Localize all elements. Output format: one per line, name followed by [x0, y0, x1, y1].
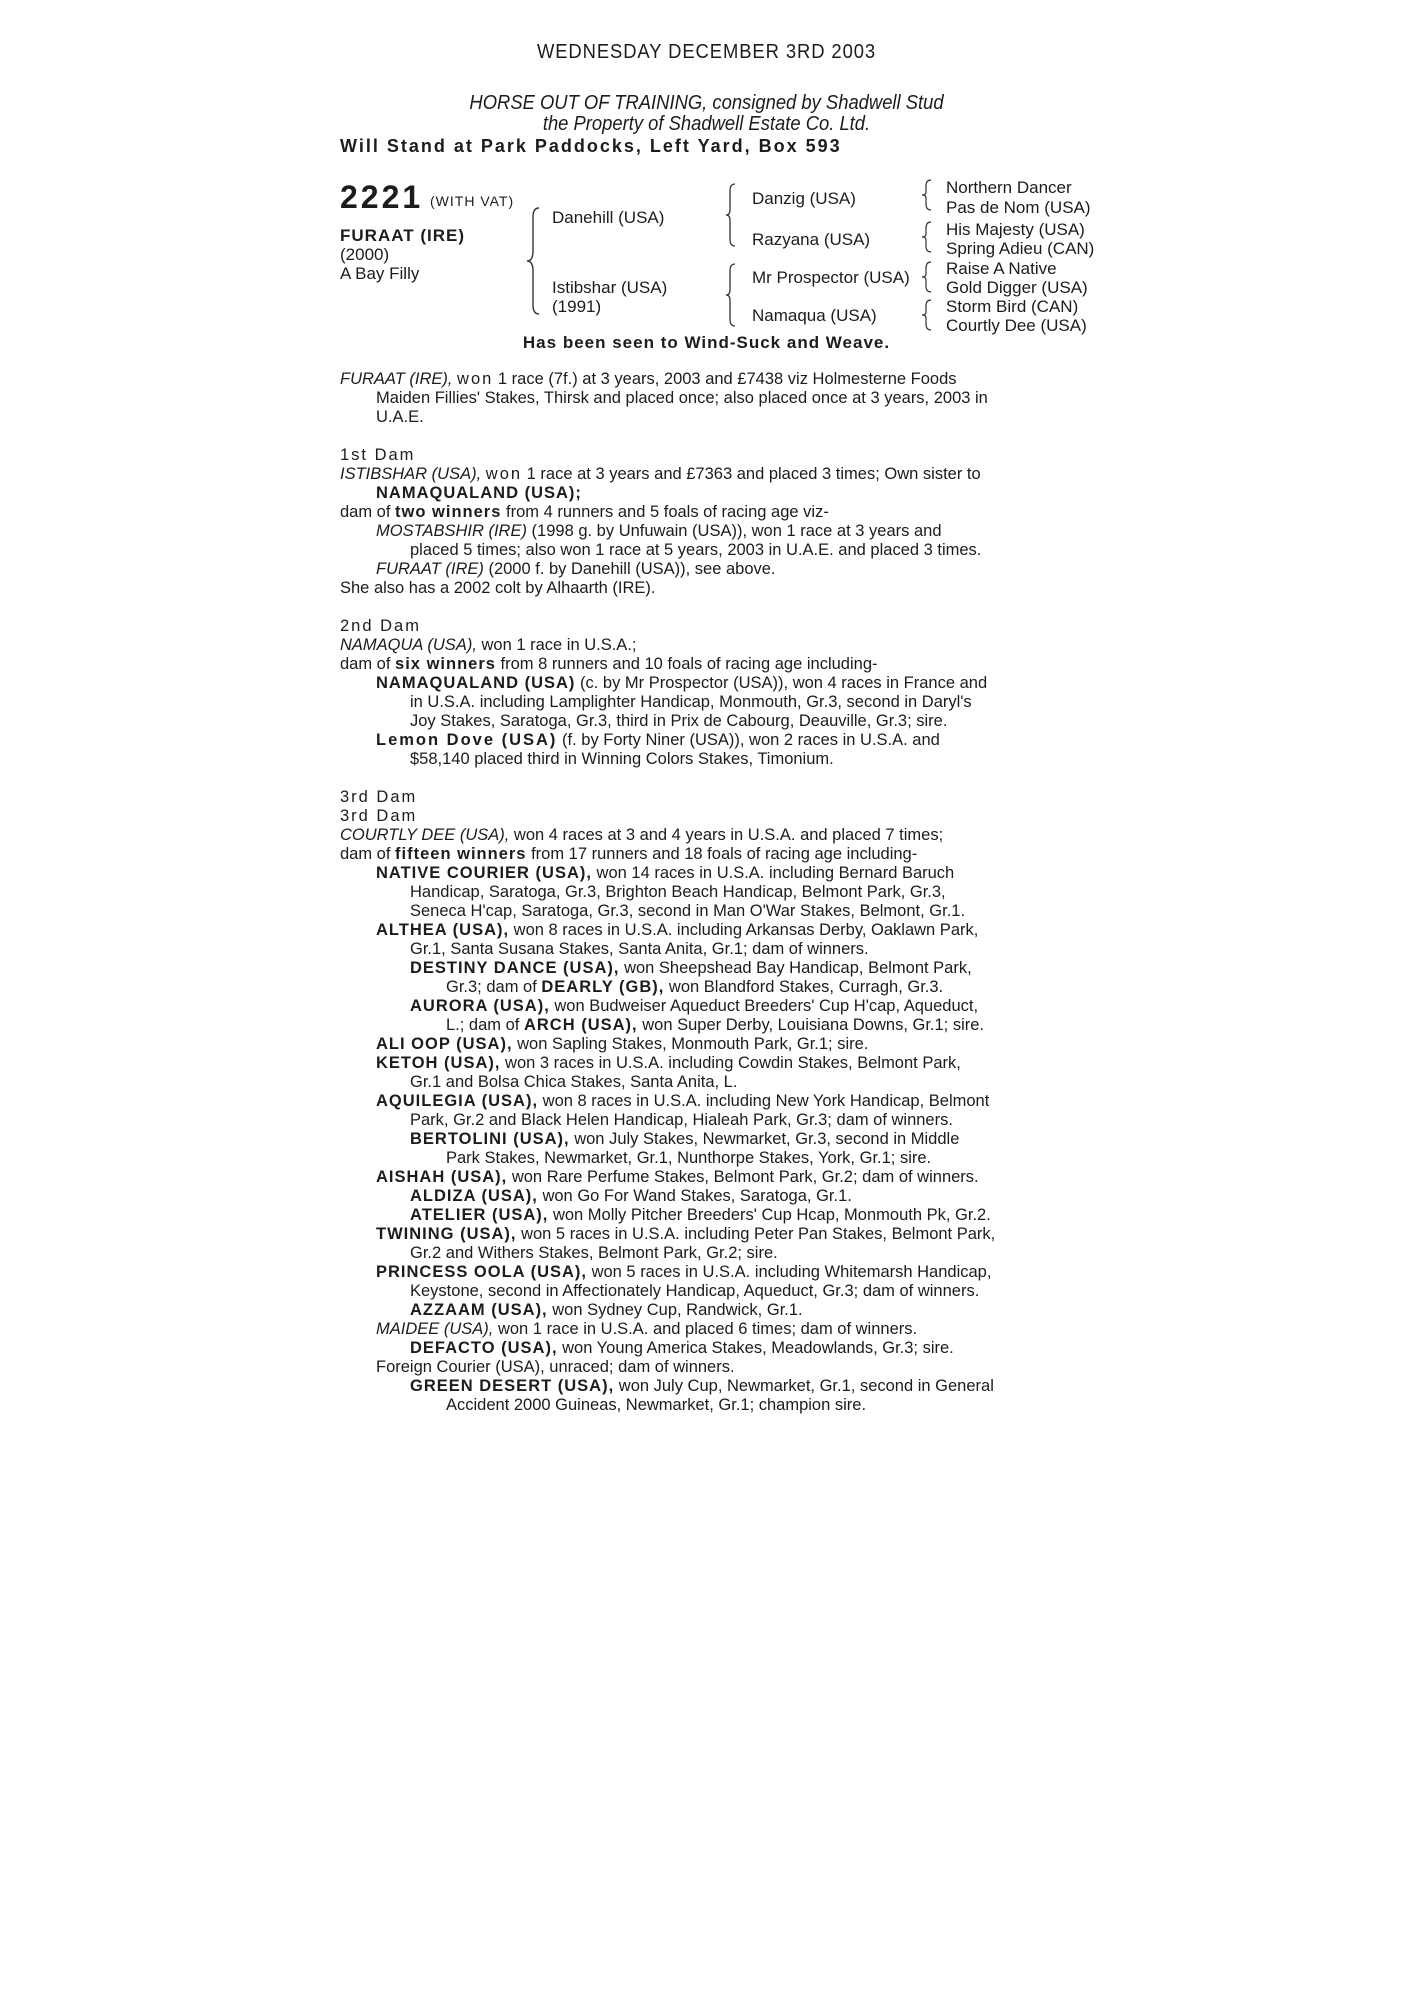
produce-line: AISHAH (USA), won Rare Perfume Stakes, Belmont Park, Gr.2; dam of winners.	[376, 1168, 979, 1186]
dam-record-line: dam of two winners from 4 runners and 5 foals of racing age viz-	[340, 503, 829, 521]
produce-line: Gr.1 and Bolsa Chica Stakes, Santa Anita, L.	[410, 1073, 738, 1091]
produce-line: AQUILEGIA (USA), won 8 races in U.S.A. including New York Handicap, Belmont	[376, 1092, 990, 1110]
stand-location: Will Stand at Park Paddocks, Left Yard, Box 593	[340, 136, 842, 156]
pedigree-g5: Raise A Native	[946, 259, 1057, 278]
dam-record-line: placed 5 times; also won 1 race at 5 years, 2003 in U.A.E. and placed 3 times.	[410, 541, 982, 559]
horse-name: FURAAT (IRE)	[340, 226, 465, 245]
vat-note: (WITH VAT)	[430, 193, 515, 209]
dam-heading: 2nd Dam	[340, 617, 421, 635]
produce-line: Accident 2000 Guineas, Newmarket, Gr.1; champion sire.	[446, 1396, 867, 1414]
catalogue-body	[340, 370, 1075, 1415]
produce-line: ALI OOP (USA), won Sapling Stakes, Monmouth Park, Gr.1; sire.	[376, 1035, 869, 1053]
dam-record-line: MOSTABSHIR (IRE) (1998 g. by Unfuwain (USA)), won 1 race at 3 years and	[376, 522, 942, 540]
dam-heading: 3rd Dam	[340, 807, 418, 825]
dam-record-line: in U.S.A. including Lamplighter Handicap, Monmouth, Gr.3, second in Daryl's	[410, 693, 972, 711]
lot-number: 2221	[340, 179, 424, 215]
pedigree-sire-sire: Danzig (USA)	[752, 189, 856, 208]
produce-line: ATELIER (USA), won Molly Pitcher Breeders' Cup Hcap, Monmouth Pk, Gr.2.	[410, 1206, 991, 1224]
dam-record-line: COURTLY DEE (USA), won 4 races at 3 and 4 years in U.S.A. and placed 7 times;	[340, 826, 944, 844]
produce-line: MAIDEE (USA), won 1 race in U.S.A. and placed 6 times; dam of winners.	[376, 1320, 918, 1338]
produce-line: Gr.1, Santa Susana Stakes, Santa Anita, Gr.1; dam of winners.	[410, 940, 869, 958]
pedigree-dam: Istibshar (USA)	[552, 278, 668, 297]
dam-record-line: dam of six winners from 8 runners and 10 foals of racing age including-	[340, 655, 878, 673]
produce-line: Keystone, second in Affectionately Handicap, Aqueduct, Gr.3; dam of winners.	[410, 1282, 980, 1300]
produce-line: DEFACTO (USA), won Young America Stakes, Meadowlands, Gr.3; sire.	[410, 1339, 954, 1357]
produce-line: NATIVE COURIER (USA), won 14 races in U.S.A. including Bernard Baruch	[376, 864, 955, 882]
dam-record-line: FURAAT (IRE) (2000 f. by Danehill (USA)), see above.	[376, 560, 776, 578]
horse-record-line: Maiden Fillies' Stakes, Thirsk and placed once; also placed once at 3 years, 2003 in	[376, 389, 988, 407]
pedigree-g7: Storm Bird (CAN)	[946, 297, 1079, 316]
pedigree-brace-dam	[725, 262, 745, 328]
produce-line: GREEN DESERT (USA), won July Cup, Newmarket, Gr.1, second in General	[410, 1377, 994, 1395]
property-line: the Property of Shadwell Estate Co. Ltd.	[542, 113, 871, 135]
produce-line: AURORA (USA), won Budweiser Aqueduct Breeders' Cup H'cap, Aqueduct,	[410, 997, 979, 1015]
dam-heading: 3rd Dam	[340, 788, 418, 806]
vices-note: Has been seen to Wind-Suck and Weave.	[522, 333, 891, 352]
pedigree-g2: Pas de Nom (USA)	[946, 198, 1091, 217]
produce-line: AZZAAM (USA), won Sydney Cup, Randwick, Gr.1.	[410, 1301, 803, 1319]
pedigree-brace-g3	[921, 260, 935, 294]
dam-record-line: dam of fifteen winners from 17 runners and 18 foals of racing age including-	[340, 845, 918, 863]
horse-description: A Bay Filly	[340, 264, 420, 283]
produce-line: Handicap, Saratoga, Gr.3, Brighton Beach Handicap, Belmont Park, Gr.3,	[410, 883, 946, 901]
pedigree-dam-dam: Namaqua (USA)	[752, 306, 877, 325]
dam-record-line: Joy Stakes, Saratoga, Gr.3, third in Prix de Cabourg, Deauville, Gr.3; sire.	[410, 712, 948, 730]
produce-line: BERTOLINI (USA), won July Stakes, Newmarket, Gr.3, second in Middle	[410, 1130, 960, 1148]
produce-line: Foreign Courier (USA), unraced; dam of winners.	[376, 1358, 735, 1376]
pedigree-sire-dam: Razyana (USA)	[752, 230, 871, 249]
pedigree-dam-sire: Mr Prospector (USA)	[752, 268, 910, 287]
pedigree-g3: His Majesty (USA)	[946, 220, 1085, 239]
produce-line: TWINING (USA), won 5 races in U.S.A. including Peter Pan Stakes, Belmont Park,	[376, 1225, 996, 1243]
produce-line: Park, Gr.2 and Black Helen Handicap, Hialeah Park, Gr.3; dam of winners.	[410, 1111, 953, 1129]
produce-line: KETOH (USA), won 3 races in U.S.A. including Cowdin Stakes, Belmont Park,	[376, 1054, 961, 1072]
pedigree-g4: Spring Adieu (CAN)	[946, 239, 1095, 258]
dam-record-line: NAMAQUALAND (USA) (c. by Mr Prospector (USA)), won 4 races in France and	[376, 674, 988, 692]
horse-record-line: U.A.E.	[376, 408, 424, 426]
produce-line: Gr.3; dam of DEARLY (GB), won Blandford Stakes, Curragh, Gr.3.	[446, 978, 944, 996]
dam-record-line: Lemon Dove (USA) (f. by Forty Niner (USA)), won 2 races in U.S.A. and	[376, 731, 940, 749]
produce-line: DESTINY DANCE (USA), won Sheepshead Bay Handicap, Belmont Park,	[410, 959, 972, 977]
pedigree-dam-year: (1991)	[552, 297, 602, 316]
pedigree-g6: Gold Digger (USA)	[946, 278, 1088, 297]
foaling-year: (2000)	[340, 245, 390, 264]
dam-record-line: NAMAQUA (USA), won 1 race in U.S.A.;	[340, 636, 637, 654]
produce-line: ALTHEA (USA), won 8 races in U.S.A. including Arkansas Derby, Oaklawn Park,	[376, 921, 979, 939]
consignment-line: HORSE OUT OF TRAINING, consigned by Shadwell Stud	[469, 92, 944, 114]
pedigree-g1: Northern Dancer	[946, 178, 1072, 197]
produce-line: PRINCESS OOLA (USA), won 5 races in U.S.A. including Whitemarsh Handicap,	[376, 1263, 992, 1281]
horse-record-line: FURAAT (IRE), won 1 race (7f.) at 3 years, 2003 and £7438 viz Holmesterne Foods	[340, 370, 957, 388]
produce-line: Gr.2 and Withers Stakes, Belmont Park, Gr.2; sire.	[410, 1244, 778, 1262]
pedigree-brace-g2	[921, 220, 935, 254]
pedigree-g8: Courtly Dee (USA)	[946, 316, 1087, 335]
pedigree-sire: Danehill (USA)	[552, 208, 665, 227]
dam-record-line: ISTIBSHAR (USA), won 1 race at 3 years and £7363 and placed 3 times; Own sister to	[340, 465, 981, 483]
dam-record-line: She also has a 2002 colt by Alhaarth (IRE).	[340, 579, 656, 597]
sale-date: WEDNESDAY DECEMBER 3RD 2003	[536, 41, 877, 63]
pedigree-brace-g4	[921, 298, 935, 332]
pedigree-brace-sire	[725, 182, 745, 248]
produce-line: L.; dam of ARCH (USA), won Super Derby, Louisiana Downs, Gr.1; sire.	[446, 1016, 985, 1034]
dam-record-line: $58,140 placed third in Winning Colors Stakes, Timonium.	[410, 750, 834, 768]
pedigree-brace-main	[525, 205, 555, 317]
dam-heading: 1st Dam	[340, 446, 416, 464]
produce-line: ALDIZA (USA), won Go For Wand Stakes, Saratoga, Gr.1.	[410, 1187, 852, 1205]
produce-line: Seneca H'cap, Saratoga, Gr.3, second in Man O'War Stakes, Belmont, Gr.1.	[410, 902, 966, 920]
dam-record-line: NAMAQUALAND (USA);	[376, 484, 582, 502]
pedigree-brace-g1	[921, 178, 935, 212]
produce-line: Park Stakes, Newmarket, Gr.1, Nunthorpe Stakes, York, Gr.1; sire.	[446, 1149, 932, 1167]
